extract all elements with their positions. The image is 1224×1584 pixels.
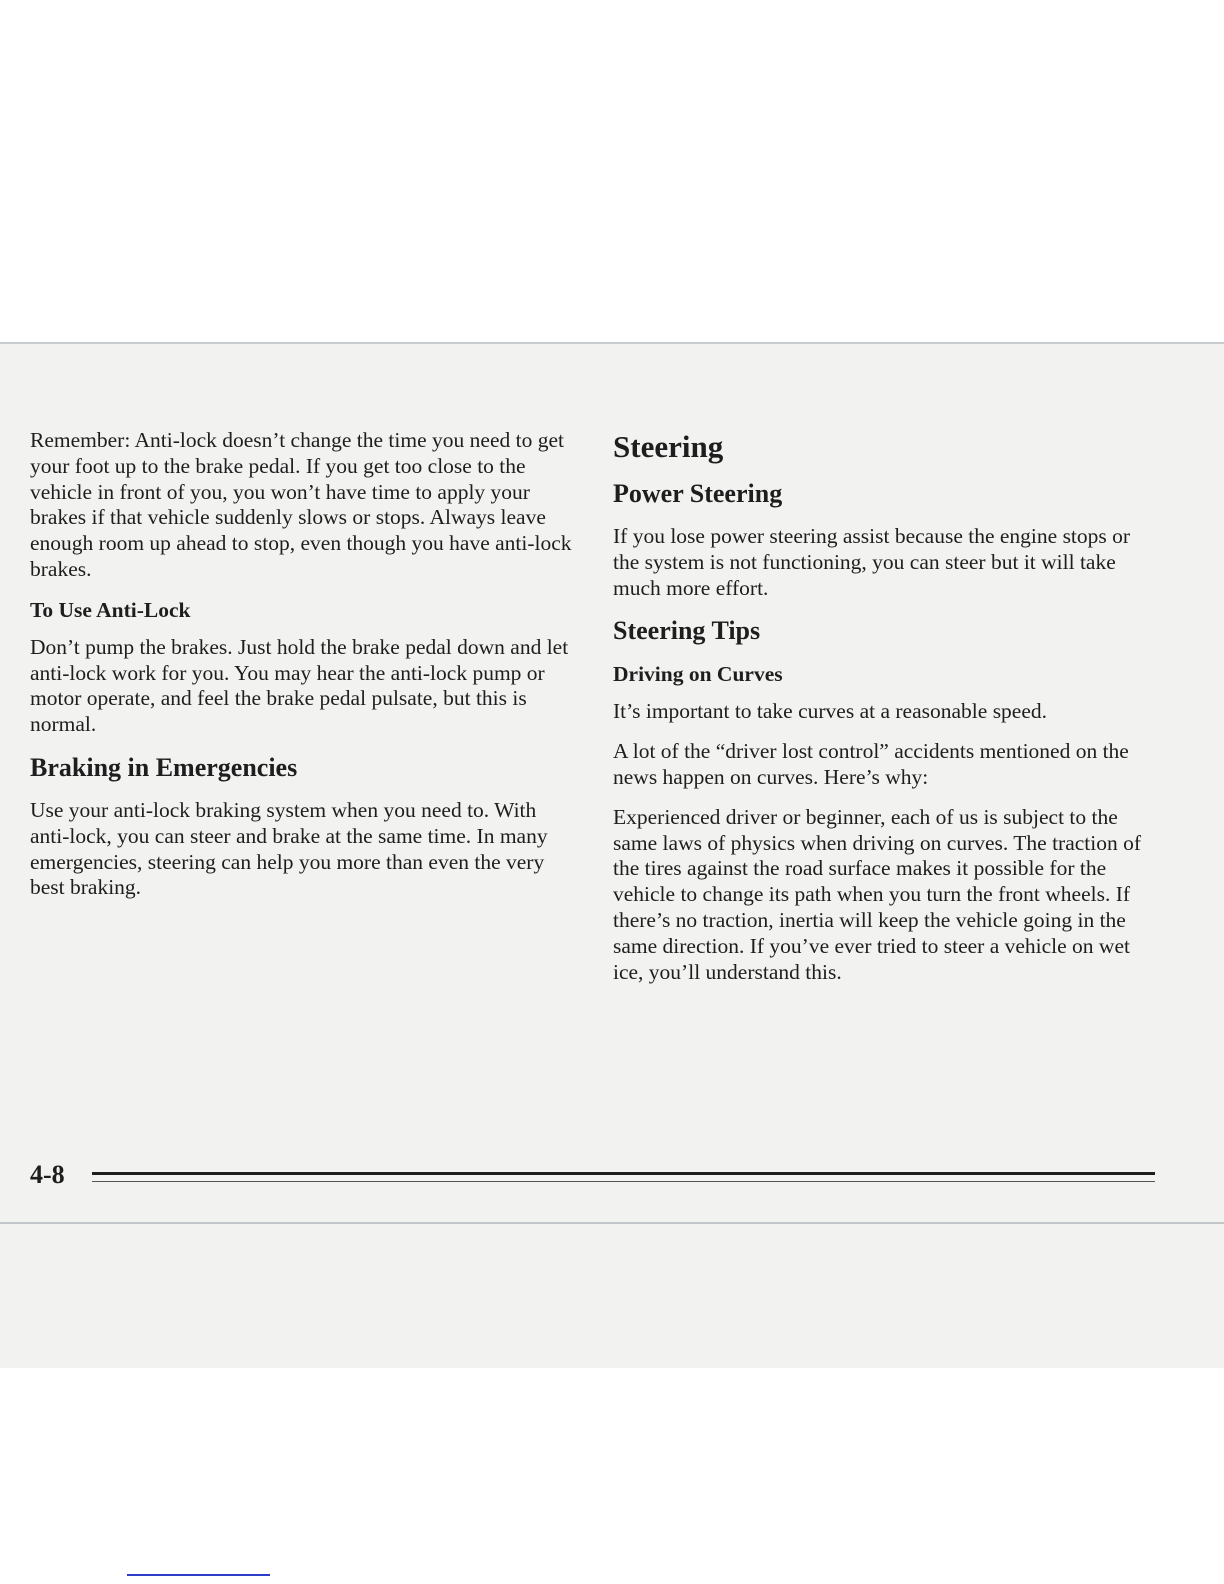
page-number: 4-8: [30, 1160, 65, 1189]
braking-emergencies-heading: Braking in Emergencies: [30, 752, 298, 782]
driving-curves-heading: Driving on Curves: [613, 662, 783, 687]
braking-emergencies-paragraph: Use your anti-lock braking system when you need to. With anti-lock, you can steer and brake at the same time. In many emergencies, steering can help you more than even the very best braking.: [30, 797, 548, 900]
left-column: [30, 428, 575, 915]
footer-rule-thin: [92, 1181, 1155, 1182]
use-antilock-paragraph: Don’t pump the brakes. Just hold the brake pedal down and let anti-lock work for you. You may hear the anti-lock pump or motor operate, and feel the brake pedal pulsate, but this is normal.: [30, 634, 569, 737]
curves-paragraph-1: It’s important to take curves at a reasonable speed.: [613, 699, 1048, 724]
footer-rule-thick: [92, 1172, 1155, 1175]
right-column: [613, 428, 1161, 999]
use-antilock-heading: To Use Anti-Lock: [30, 597, 191, 622]
antilock-reminder-paragraph: Remember: Anti-lock doesn’t change the time you need to get your foot up to the brake pedal. If you get too close to the vehicle in front of you, you won’t have time to apply your brakes if that vehicle suddenly slows or stops. Always leave enough room up ahead to stop, even though you have anti-lock brakes.: [30, 428, 572, 581]
curves-paragraph-2: A lot of the “driver lost control” accidents mentioned on the news happen on curves. Here’s why:: [613, 739, 1129, 789]
footer-link-underline: [127, 1574, 270, 1576]
scan-edge-line: [0, 1222, 1224, 1224]
steering-heading: Steering: [613, 429, 724, 464]
power-steering-paragraph: If you lose power steering assist because the engine stops or the system is not functioning, you can steer but it will take much more effort.: [613, 524, 1131, 600]
curves-paragraph-3: Experienced driver or beginner, each of us is subject to the same laws of physics when driving on curves. The traction of the tires against the road surface makes it possible for the vehicle to change its path when you turn the front wheels. If there’s no traction, inertia will keep the vehicle going in the same direction. If you’ve ever tried to steer a vehicle on wet ice, you’ll understand this.: [613, 804, 1142, 984]
power-steering-heading: Power Steering: [613, 479, 783, 508]
steering-tips-heading: Steering Tips: [613, 616, 761, 646]
